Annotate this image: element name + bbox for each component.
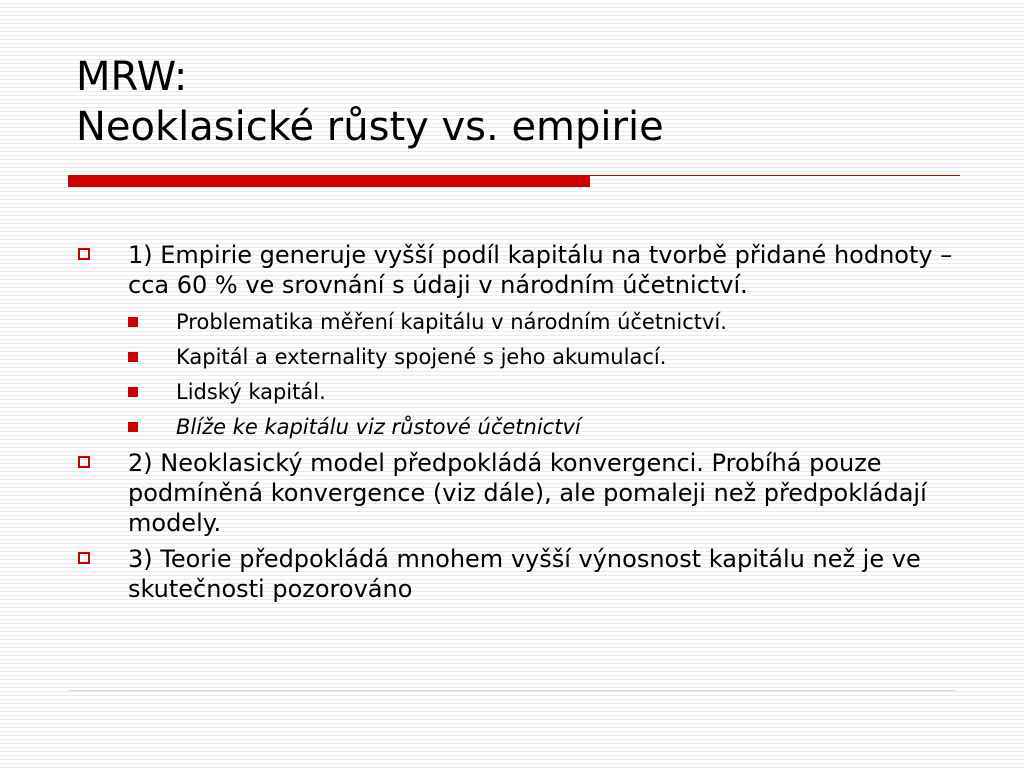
bullet-item-1	[76, 240, 956, 441]
sub-bullet-text-2: Kapitál a externality spojené s jeho akumulací.	[176, 345, 667, 369]
sub-bullet-item-3	[128, 378, 956, 406]
title-underline-thin	[590, 175, 960, 176]
sub-bullet-text-4: Blíže ke kapitálu viz růstové účetnictví	[176, 415, 581, 439]
sub-bullet-item-1	[128, 308, 956, 336]
title-underline-thick	[68, 175, 590, 187]
slide-title	[76, 52, 664, 152]
filled-square-icon	[128, 352, 138, 362]
filled-square-icon	[128, 422, 138, 432]
footer-divider	[68, 690, 956, 691]
hollow-square-icon	[78, 456, 90, 468]
sub-bullet-list	[128, 308, 956, 441]
bullet-item-2	[76, 448, 956, 538]
sub-bullet-text-1: Problematika měření kapitálu v národním účetnictví.	[176, 310, 727, 334]
bullet-text-2: 2) Neoklasický model předpokládá konvergenci. Probíhá pouze podmíněná konvergence (viz dále), ale pomaleji než předpokládají modely.	[128, 449, 927, 537]
slide-title-line-2: Neoklasické růsty vs. empirie	[76, 104, 664, 150]
hollow-square-icon	[78, 248, 90, 260]
bullet-list	[76, 240, 956, 610]
sub-bullet-text-3: Lidský kapitál.	[176, 380, 326, 404]
sub-bullet-item-2	[128, 343, 956, 371]
bullet-item-3	[76, 544, 956, 604]
filled-square-icon	[128, 317, 138, 327]
filled-square-icon	[128, 387, 138, 397]
slide-title-line-1: MRW:	[76, 54, 188, 100]
bullet-text-3: 3) Teorie předpokládá mnohem vyšší výnosnost kapitálu než je ve skutečnosti pozorováno	[128, 545, 921, 603]
hollow-square-icon	[78, 552, 90, 564]
sub-bullet-item-4	[128, 413, 956, 441]
bullet-text-1: 1) Empirie generuje vyšší podíl kapitálu na tvorbě přidané hodnoty – cca 60 % ve srovnání s údaji v národním účetnictví.	[128, 241, 953, 299]
